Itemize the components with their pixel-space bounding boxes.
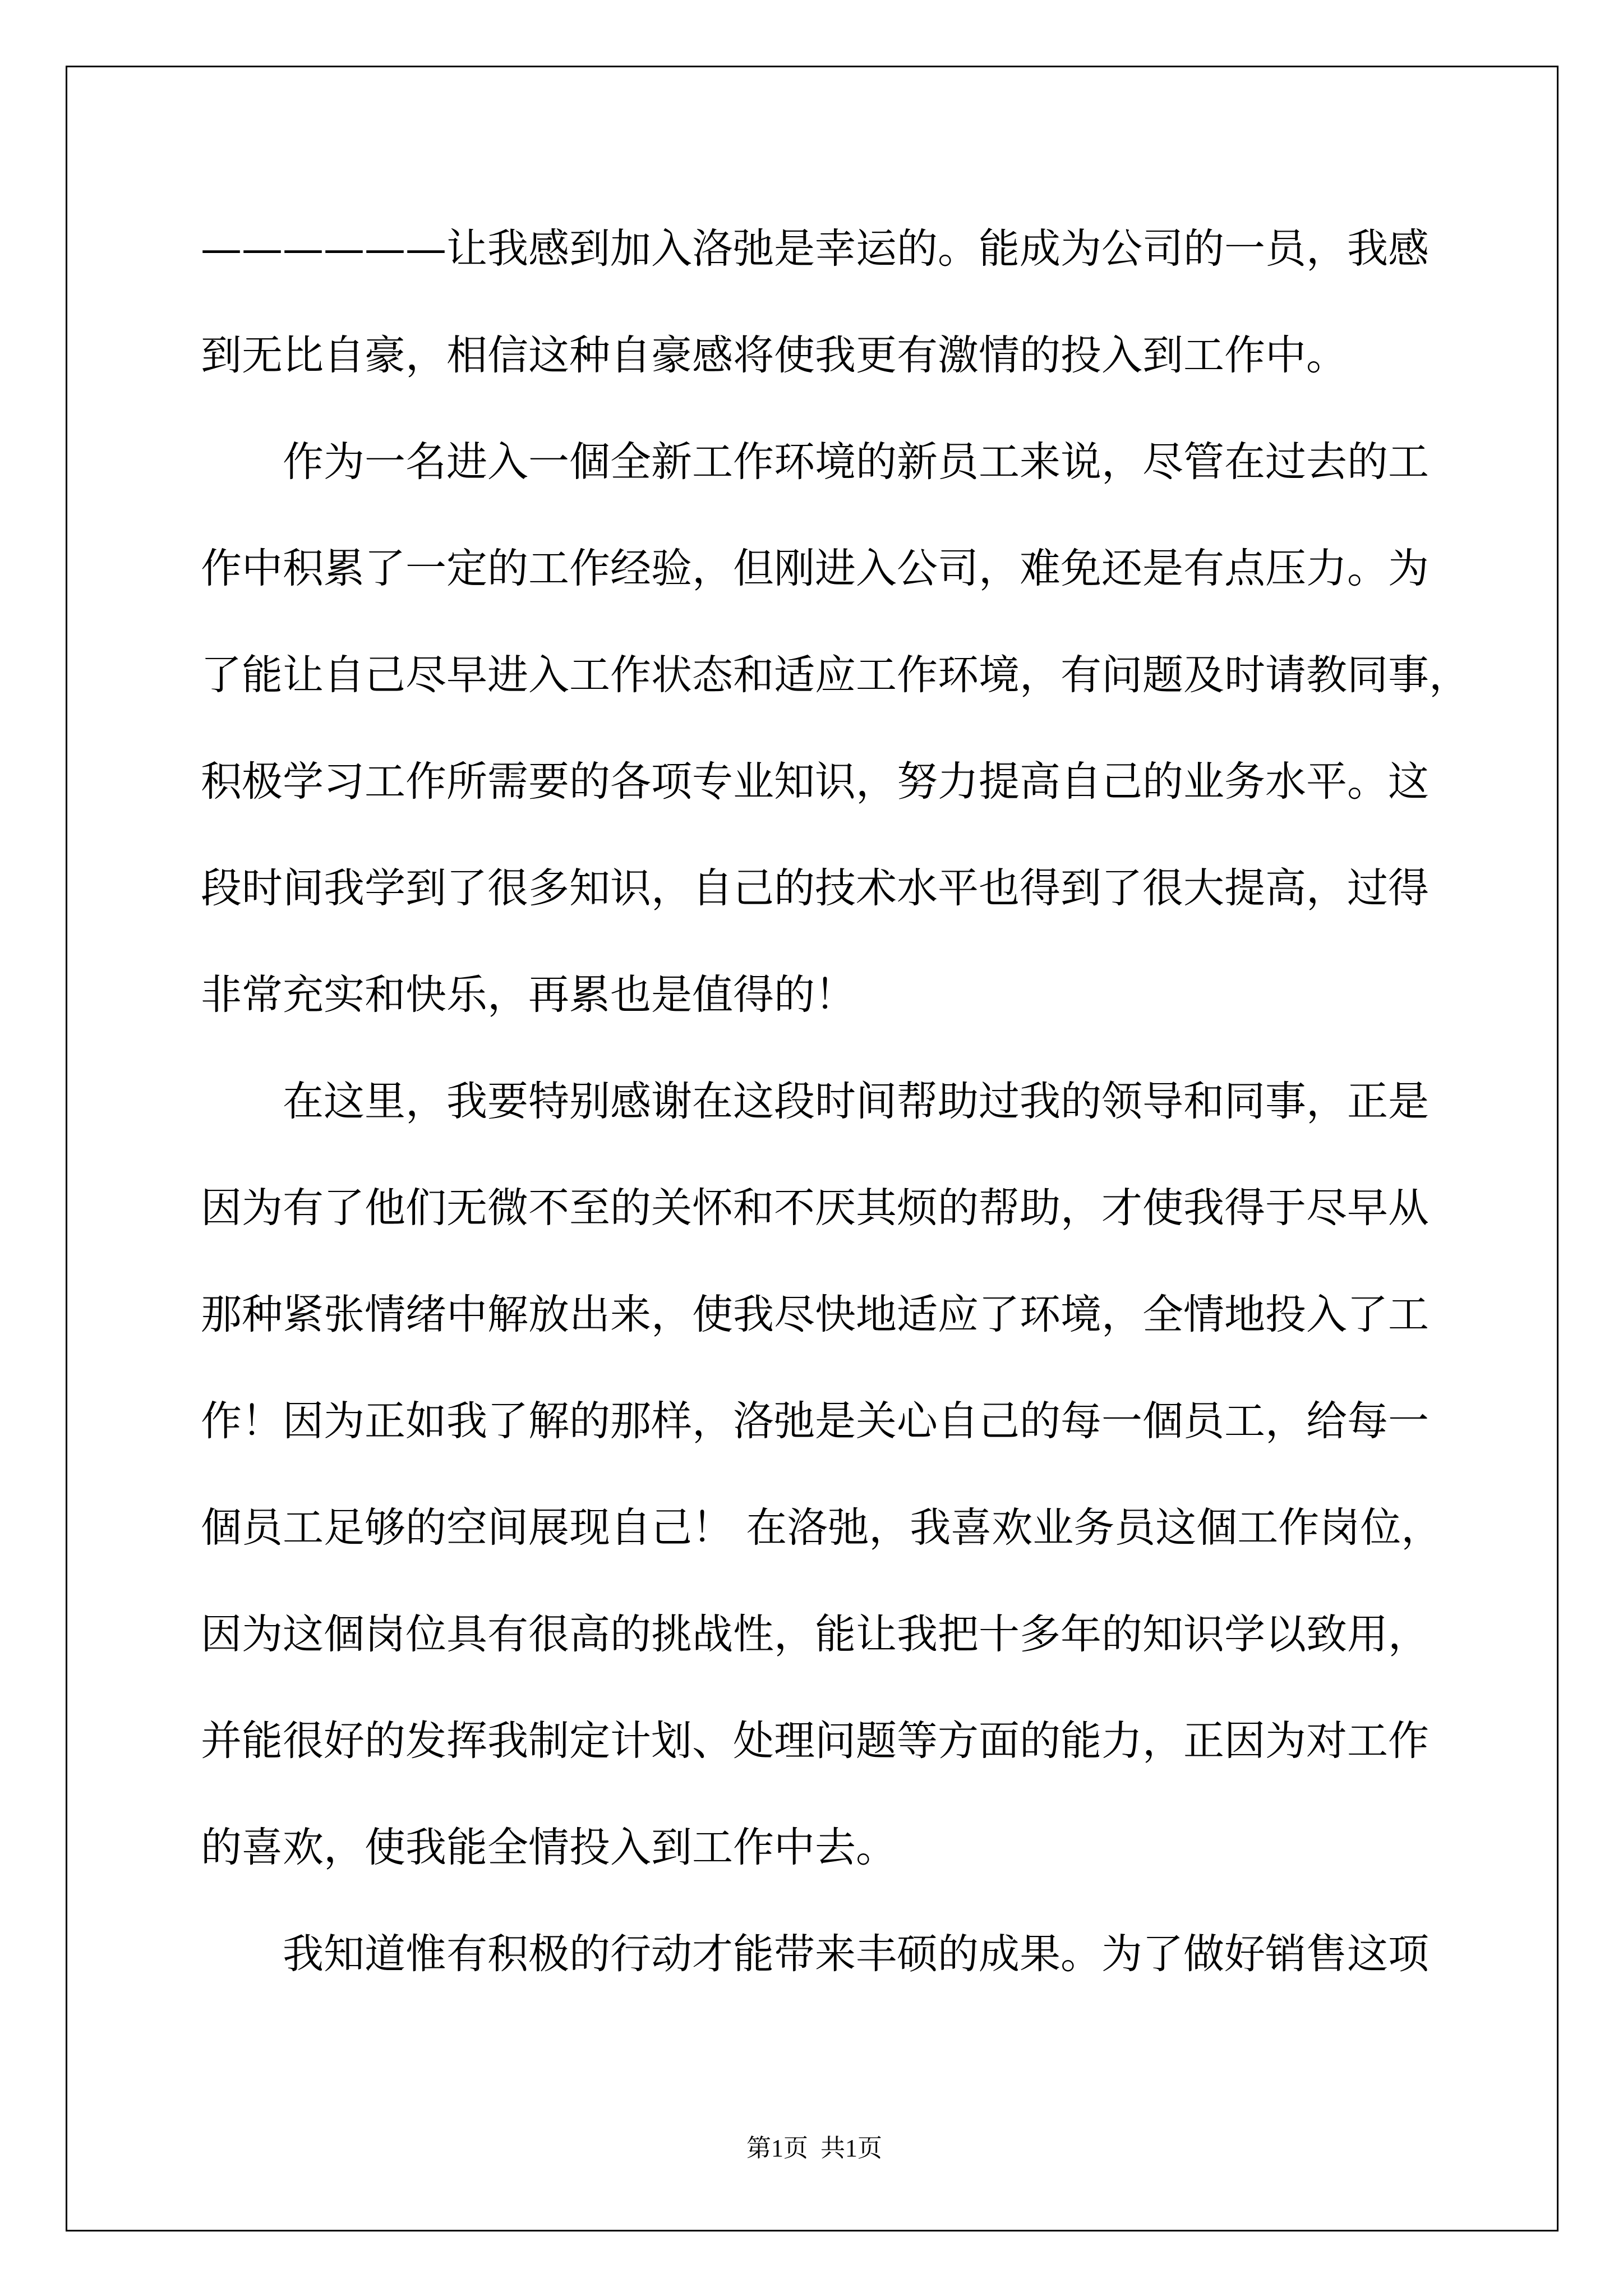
paragraph (201, 1901, 1536, 2008)
text-line: 了能让自己尽早进入工作状态和适应工作环境，有问题及时请教同事， (201, 651, 1470, 699)
text-line: 作为一名进入一個全新工作环境的新员工来说，尽管在过去的工 (283, 438, 1429, 486)
text-line: 作中积累了一定的工作经验，但刚进入公司，难免还是有点压力。为 (201, 545, 1429, 592)
paragraph (201, 196, 1536, 409)
text-line: 积极学习工作所需要的各项专业知识，努力提高自己的业务水平。这 (201, 758, 1429, 806)
text-line: 到无比自豪，相信这种自豪感将使我更有激情的投入到工作中。 (201, 332, 1347, 379)
text-line: ——————让我感到加入洛弛是幸运的。能成为公司的一员，我感 (201, 225, 1429, 273)
text-line: 的喜欢，使我能全情投入到工作中去。 (201, 1824, 897, 1871)
text-line: 并能很好的发挥我制定计划、处理问题等方面的能力，正因为对工作 (201, 1717, 1429, 1765)
text-line: 那种紧张情绪中解放出来，使我尽快地适应了环境，全情地投入了工 (201, 1291, 1429, 1338)
text-line: 作！因为正如我了解的那样，洛弛是关心自己的每一個员工，给每一 (201, 1397, 1429, 1445)
page-footer: 第1页 共1页 (746, 2134, 882, 2162)
text-line: 段时间我学到了很多知识，自己的技术水平也得到了很大提高，过得 (201, 864, 1429, 912)
document-body (201, 196, 1536, 2008)
text-line: 因为这個岗位具有很高的挑战性，能让我把十多年的知识学以致用， (201, 1611, 1429, 1658)
text-line: 我知道惟有积极的行动才能带来丰硕的成果。为了做好销售这项 (283, 1930, 1429, 1978)
text-line: 非常充实和快乐，再累也是值得的！ (201, 971, 856, 1019)
text-line: 在这里，我要特别感谢在这段时间帮助过我的领导和同事，正是 (283, 1078, 1429, 1125)
paragraph (201, 409, 1536, 1048)
text-line: 因为有了他们无微不至的关怀和不厌其烦的帮助，才使我得于尽早从 (201, 1184, 1429, 1232)
text-line: 個员工足够的空间展现自己！ 在洛弛，我喜欢业务员这個工作岗位， (201, 1504, 1442, 1552)
paragraph (201, 1048, 1536, 1901)
